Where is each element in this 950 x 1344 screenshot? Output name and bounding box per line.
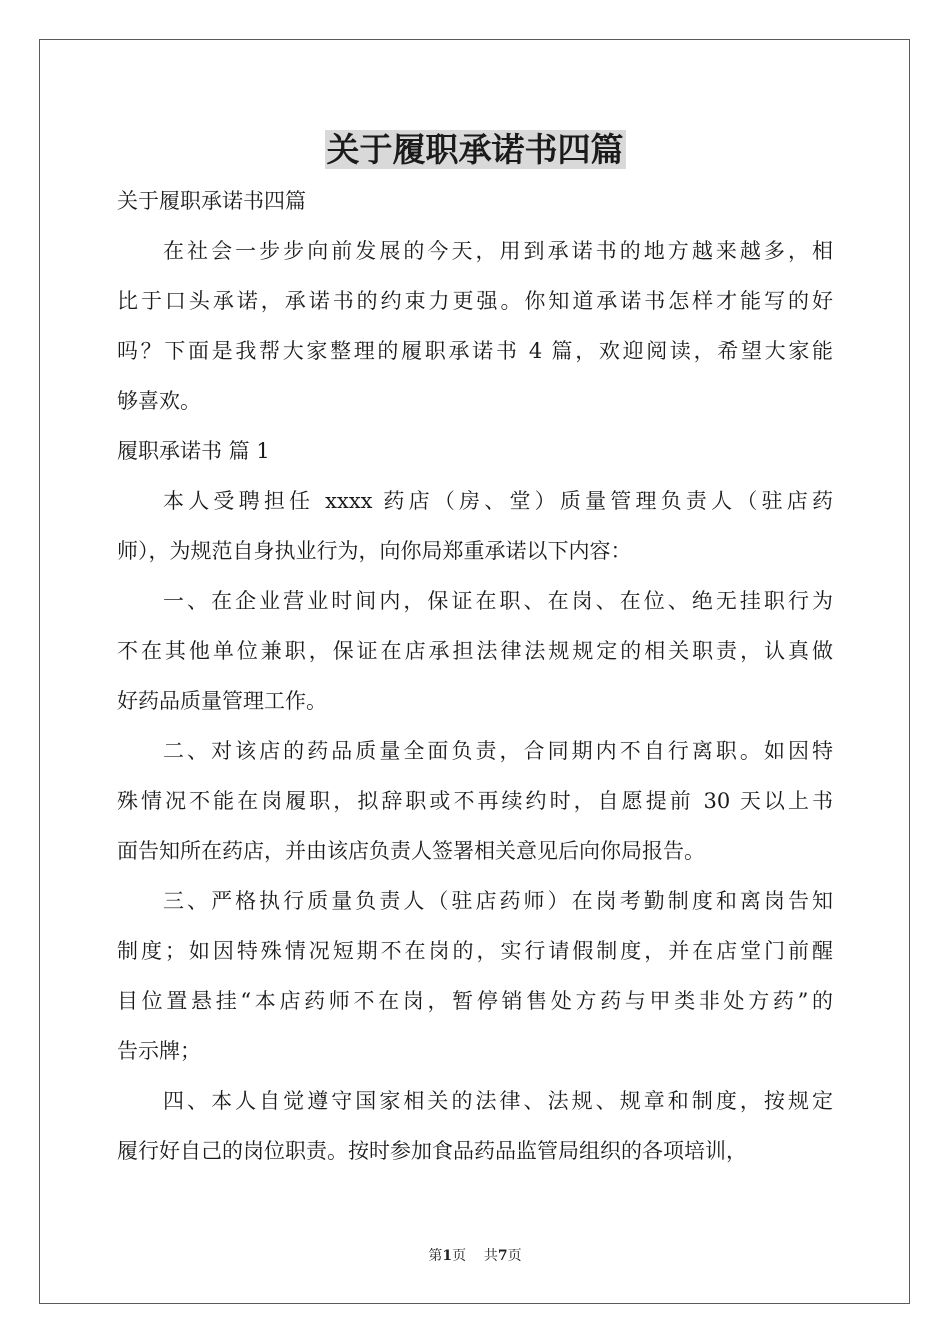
text-line: 比于口头承诺，承诺书的约束力更强。你知道承诺书怎样才能写的好 bbox=[117, 289, 833, 313]
text-line: 履行好自己的岗位职责。按时参加食品药品监管局组织的各项培训， bbox=[117, 1139, 747, 1163]
footer-total-pages: 7 bbox=[497, 1248, 508, 1264]
document-title-text: 关于履职承诺书四篇 bbox=[326, 130, 624, 169]
text-line: 告示牌； bbox=[117, 1039, 201, 1063]
text-line: 关于履职承诺书四篇 bbox=[117, 189, 306, 213]
text-line: 够喜欢。 bbox=[117, 389, 201, 413]
text-line: 殊情况不能在岗履职，拟辞职或不再续约时，自愿提前 30 天以上书 bbox=[117, 789, 833, 813]
footer-middle: 页 共 bbox=[452, 1248, 498, 1264]
text-line: 二、对该店的药品质量全面负责，合同期内不自行离职。如因特 bbox=[163, 739, 833, 763]
text-line: 好药品质量管理工作。 bbox=[117, 689, 327, 713]
text-line: 吗？下面是我帮大家整理的履职承诺书 4 篇，欢迎阅读，希望大家能 bbox=[117, 339, 833, 363]
text-line: 师），为规范自身执业行为，向你局郑重承诺以下内容： bbox=[117, 539, 632, 563]
document-title bbox=[0, 126, 950, 174]
footer-prefix: 第 bbox=[428, 1248, 443, 1264]
footer-page-number: 1 bbox=[442, 1248, 453, 1264]
text-line: 履职承诺书 篇 1 bbox=[117, 439, 270, 463]
page-footer bbox=[0, 1245, 950, 1265]
text-line: 目位置悬挂“本店药师不在岗，暂停销售处方药与甲类非处方药”的 bbox=[117, 989, 833, 1013]
text-line: 本人受聘担任 xxxx 药店（房、堂）质量管理负责人（驻店药 bbox=[163, 489, 833, 513]
text-line: 三、严格执行质量负责人（驻店药师）在岗考勤制度和离岗告知 bbox=[163, 889, 833, 913]
text-line: 制度；如因特殊情况短期不在岗的，实行请假制度，并在店堂门前醒 bbox=[117, 939, 833, 963]
text-line: 面告知所在药店，并由该店负责人签署相关意见后向你局报告。 bbox=[117, 839, 705, 863]
footer-suffix: 页 bbox=[507, 1248, 522, 1264]
document-body bbox=[117, 176, 833, 1176]
text-line: 不在其他单位兼职，保证在店承担法律法规规定的相关职责，认真做 bbox=[117, 639, 833, 663]
text-line: 四、本人自觉遵守国家相关的法律、法规、规章和制度，按规定 bbox=[163, 1089, 833, 1113]
text-line: 在社会一步步向前发展的今天，用到承诺书的地方越来越多，相 bbox=[163, 239, 833, 263]
text-line: 一、在企业营业时间内，保证在职、在岗、在位、绝无挂职行为 bbox=[163, 589, 833, 613]
